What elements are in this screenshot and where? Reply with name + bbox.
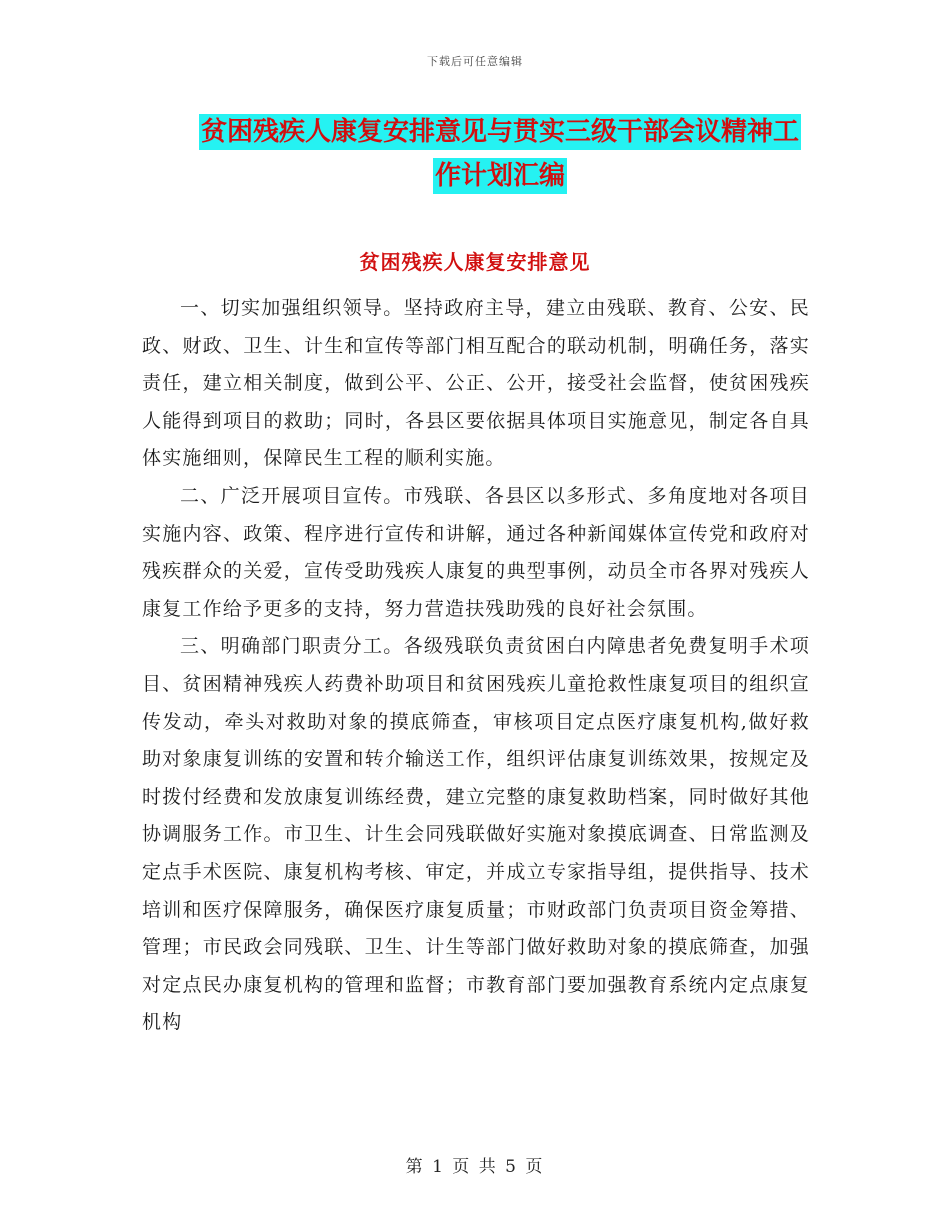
page-footer: 第 1 页 共 5 页 (405, 1157, 545, 1177)
header-note: 下载后可任意编辑 (427, 55, 523, 68)
title-line-1: 贫困残疾人康复安排意见与贯实三级干部会议精神工 (199, 114, 801, 150)
paragraph-1: 一、切实加强组织领导。坚持政府主导，建立由残联、教育、公安、民政、财政、卫生、计生和宣传等部门相互配合的联动机制，明确任务，落实责任，建立相关制度，做到公平、公正、公开，接受社会监督，使贫困残疾人能得到项目的救助；同时，各县区要依据具体项目实施意见，制定各自具体实施细则，保障民生工程的顺利实施。 (142, 297, 810, 470)
document-body (142, 290, 810, 1042)
paragraph-3: 三、明确部门职责分工。各级残联负责贫困白内障患者免费复明手术项目、贫困精神残疾人药费补助项目和贫困残疾儿童抢救性康复项目的组织宣传发动，牵头对救助对象的摸底筛查，审核项目定点医疗康复机构,做好救助对象康复训练的安置和转介输送工作，组织评估康复训练效果，按规定及时拨付经费和发放康复训练经费，建立完整的康复救助档案，同时做好其他协调服务工作。市卫生、计生会同残联做好实施对象摸底调查、日常监测及定点手术医院、康复机构考核、审定，并成立专家指导组，提供指导、技术培训和医疗保障服务，确保医疗康复质量；市财政部门负责项目资金筹措、管理；市民政会同残联、卫生、计生等部门做好救助对象的摸底筛查，加强对定点民办康复机构的管理和监督；市教育部门要加强教育系统内定点康复机构 (142, 635, 810, 1034)
title-line-2: 作计划汇编 (433, 158, 567, 194)
document-title (180, 110, 820, 198)
paragraph-2: 二、广泛开展项目宣传。市残联、各县区以多形式、多角度地对各项目实施内容、政策、程序进行宣传和讲解，通过各种新闻媒体宣传党和政府对残疾群众的关爱，宣传受助残疾人康复的典型事例，动员全市各界对残疾人康复工作给予更多的支持，努力营造扶残助残的良好社会氛围。 (142, 484, 810, 620)
section-title: 贫困残疾人康复安排意见 (359, 250, 591, 274)
